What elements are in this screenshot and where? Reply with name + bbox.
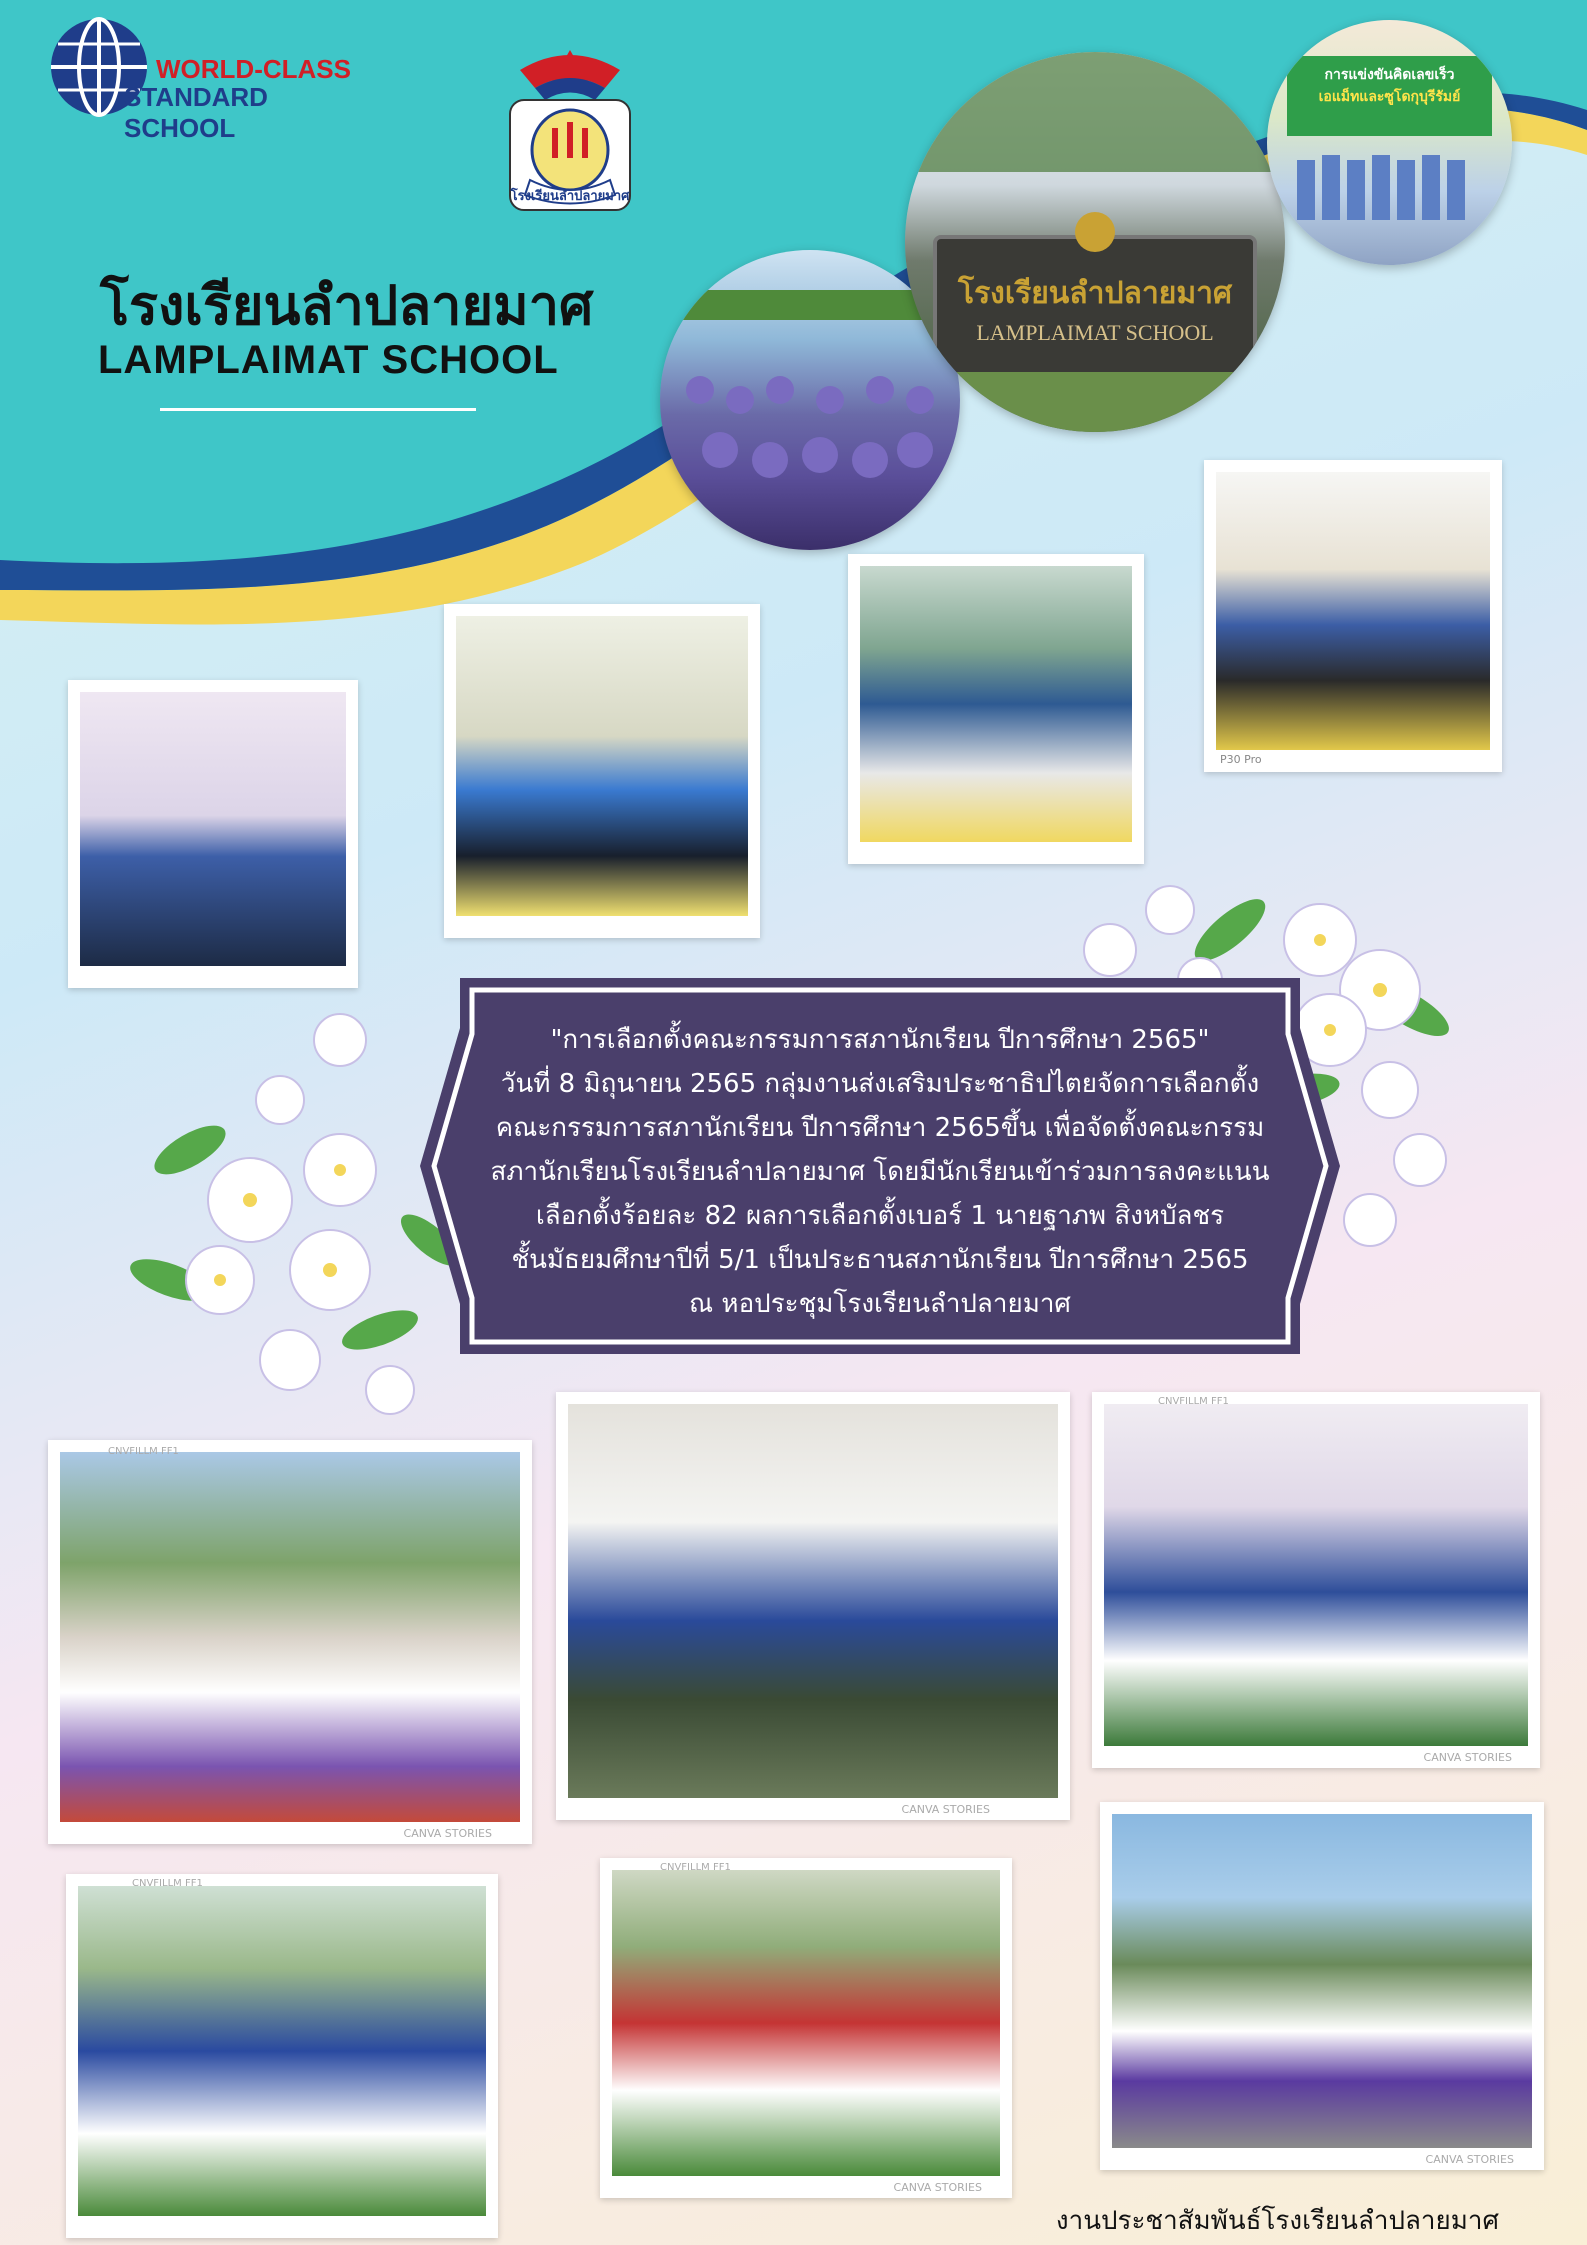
film-caption: CNVFILLM FF1 [108,1446,179,1457]
announcement-line: ชั้นมัธยมศึกษาปีที่ 5/1 เป็นประธานสภานักเรียน ปีการศึกษา 2565 [511,1245,1249,1275]
canva-caption: CANVA STORIES [901,1803,990,1816]
contest-banner-line1: การแข่งขันคิดเลขเร็ว [1324,67,1455,83]
sign-text-english: LAMPLAIMAT SCHOOL [976,320,1214,345]
photo-tally-board [556,1392,1070,1820]
canva-caption: CANVA STORIES [1423,1751,1512,1764]
footer-credit: งานประชาสัมพันธ์โรงเรียนลำปลายมาศ [1055,2206,1499,2236]
world-class-line1: WORLD-CLASS [156,54,351,84]
world-class-logo [44,12,384,143]
photo-voting-hall [1092,1392,1540,1768]
photo-camera-caption: P30 Pro [1220,753,1262,766]
title-underline [160,408,476,411]
photo-group-outdoor [1100,1802,1544,2170]
world-class-line2: STANDARD SCHOOL [124,82,268,143]
photo-officials-hall [1204,460,1502,772]
photo-girl-voting [600,1858,1012,2198]
canva-caption: CANVA STORIES [403,1827,492,1840]
photo-ballot-box [848,554,1144,864]
school-emblem [480,40,660,220]
sign-text-thai: โรงเรียนลำปลายมาศ [957,276,1233,311]
photo-teachers-group [68,680,358,988]
film-caption: CNVFILLM FF1 [132,1878,203,1889]
announcement-line: สภานักเรียนโรงเรียนลำปลายมาศ โดยมีนักเรียนเข้าร่วมการลงคะแนน [490,1157,1270,1187]
announcement-line: เลือกตั้งร้อยละ 82 ผลการเลือกตั้งเบอร์ 1 นายฐาภพ สิงหบัลชร [535,1201,1225,1231]
page-title-english: LAMPLAIMAT SCHOOL [98,338,559,382]
announcement-line: วันที่ 8 มิถุนายน 2565 กลุ่มงานส่งเสริมประชาธิปไตยจัดการเลือกตั้ง [500,1069,1260,1099]
emblem-rays-icon [520,50,620,100]
contest-banner-line2: เอแม็ทและซูโดกุบุรีรัมย์ [1318,89,1461,105]
circle-photo-school-sign [905,52,1285,432]
photo-council-officers [444,604,760,938]
film-caption: CNVFILLM FF1 [1158,1396,1229,1407]
photo-students-costumes [48,1440,532,1844]
announcement-line: ณ หอประชุมโรงเรียนลำปลายมาศ [689,1289,1071,1319]
film-caption: CNVFILLM FF1 [660,1862,731,1873]
page-title-thai: โรงเรียนลำปลายมาศ [100,274,594,337]
announcement-title: "การเลือกตั้งคณะกรรมการสภานักเรียน ปีการศึกษา 2565" [550,1025,1210,1055]
announcement-line: คณะกรรมการสภานักเรียน ปีการศึกษา 2565ขึ้น เพื่อจัดตั้งคณะกรรม [495,1113,1265,1143]
canva-caption: CANVA STORIES [893,2181,982,2194]
photo-boys-voting [66,1874,498,2238]
announcement-text [470,1018,1290,1326]
canva-caption: CANVA STORIES [1425,2153,1514,2166]
emblem-caption: โรงเรียนลำปลายมาศ [510,189,630,204]
circle-photo-math-contest [1267,20,1512,265]
